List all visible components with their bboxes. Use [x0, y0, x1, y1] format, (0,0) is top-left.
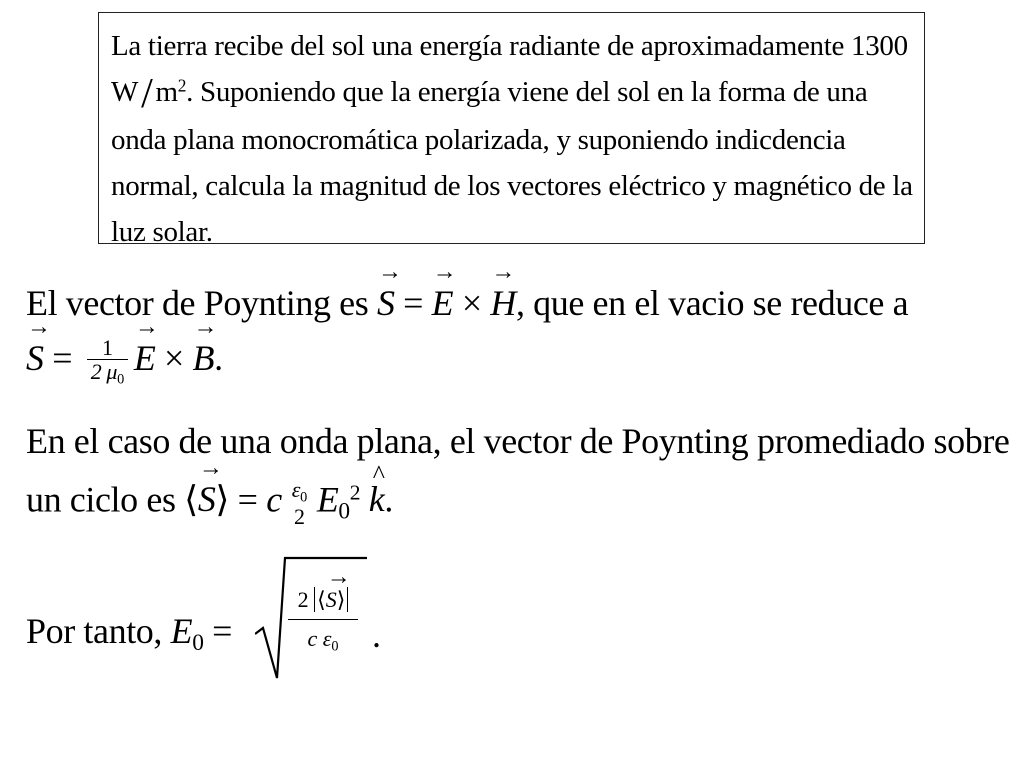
speed-of-light: c: [266, 479, 282, 520]
equals-sign: =: [394, 283, 432, 323]
poynting-line-2: [26, 336, 223, 387]
problem-line-1: La tierra recibe del sol una energía radiante de aproximadamente 1300: [111, 30, 908, 62]
plane-wave-line-1: En el caso de una onda plana, el vector de Poynting promediado sobre: [26, 421, 1010, 461]
vector-b: → B: [193, 337, 215, 379]
fraction-one-over-two-mu0: [87, 336, 128, 387]
e0-exponent: 2: [349, 480, 361, 505]
sqrt-numerator: 2 ⟨→ S⟩: [298, 587, 349, 613]
unit-vector-k: ^ k: [369, 478, 385, 520]
sqrt-fraction: [288, 587, 358, 655]
two-denominator: 2: [293, 504, 305, 530]
vector-e: → E: [432, 282, 454, 324]
unit-w: W: [111, 76, 139, 108]
cross-sign-vacuum: ×: [155, 337, 193, 378]
e0-symbol: E: [316, 479, 339, 520]
poynting-rest: , que en el vacio se reduce a: [515, 283, 909, 323]
plane-wave-line-2: [26, 478, 393, 528]
conclusion-line: [26, 610, 232, 657]
fraction-denominator: 2 $\mu_0$: [90, 359, 124, 388]
unit-m: m: [155, 76, 178, 108]
e0-subscript: 0: [338, 498, 350, 525]
left-angle: ⟨: [184, 479, 198, 520]
problem-line-2: [111, 69, 912, 117]
fraction-numerator: 1: [101, 335, 113, 360]
period: .: [214, 337, 223, 378]
plane-wave-line-2-start: un ciclo es: [26, 479, 185, 520]
fraction-eps0-over-two: [288, 478, 311, 528]
unit-exponent: 2: [177, 75, 187, 96]
eps0-numerator: $\varepsilon_0$: [291, 477, 307, 506]
period-average: .: [384, 479, 393, 520]
problem-line-3: onda plana monocromática polarizada, y suponiendo indicdencia: [111, 124, 846, 156]
conclusion-label: Por tanto,: [26, 611, 171, 651]
right-angle: ⟩: [215, 479, 230, 520]
poynting-intro: El vector de Poynting es: [26, 283, 377, 323]
vector-h: → H: [490, 282, 516, 324]
sqrt-denominator: c $\varepsilon_0$: [307, 626, 339, 655]
problem-statement-box: [98, 12, 925, 248]
vector-s-magnitude: → S: [326, 587, 337, 613]
vector-s-vacuum: → S: [26, 337, 44, 379]
vector-e-vacuum: → E: [134, 337, 156, 379]
cross-sign: ×: [453, 283, 491, 323]
problem-line-4: normal, calcula la magnitud de los vectores eléctrico y magnético de la: [111, 170, 913, 202]
vector-s-average: → S: [198, 478, 216, 520]
unit-slash: /: [141, 71, 153, 117]
vector-s: → S: [377, 282, 395, 324]
e0-result-subscript: 0: [192, 630, 204, 657]
equals-sign-vacuum: =: [43, 337, 81, 378]
problem-line-5: luz solar.: [111, 216, 213, 248]
equals-sign-average: =: [229, 479, 267, 520]
equals-sign-result: =: [203, 611, 232, 651]
period-result: .: [372, 615, 381, 655]
problem-line-2-rest: . Suponiendo que la energía viene del sol en la forma de una: [186, 76, 868, 108]
e0-result-symbol: E: [170, 611, 193, 651]
